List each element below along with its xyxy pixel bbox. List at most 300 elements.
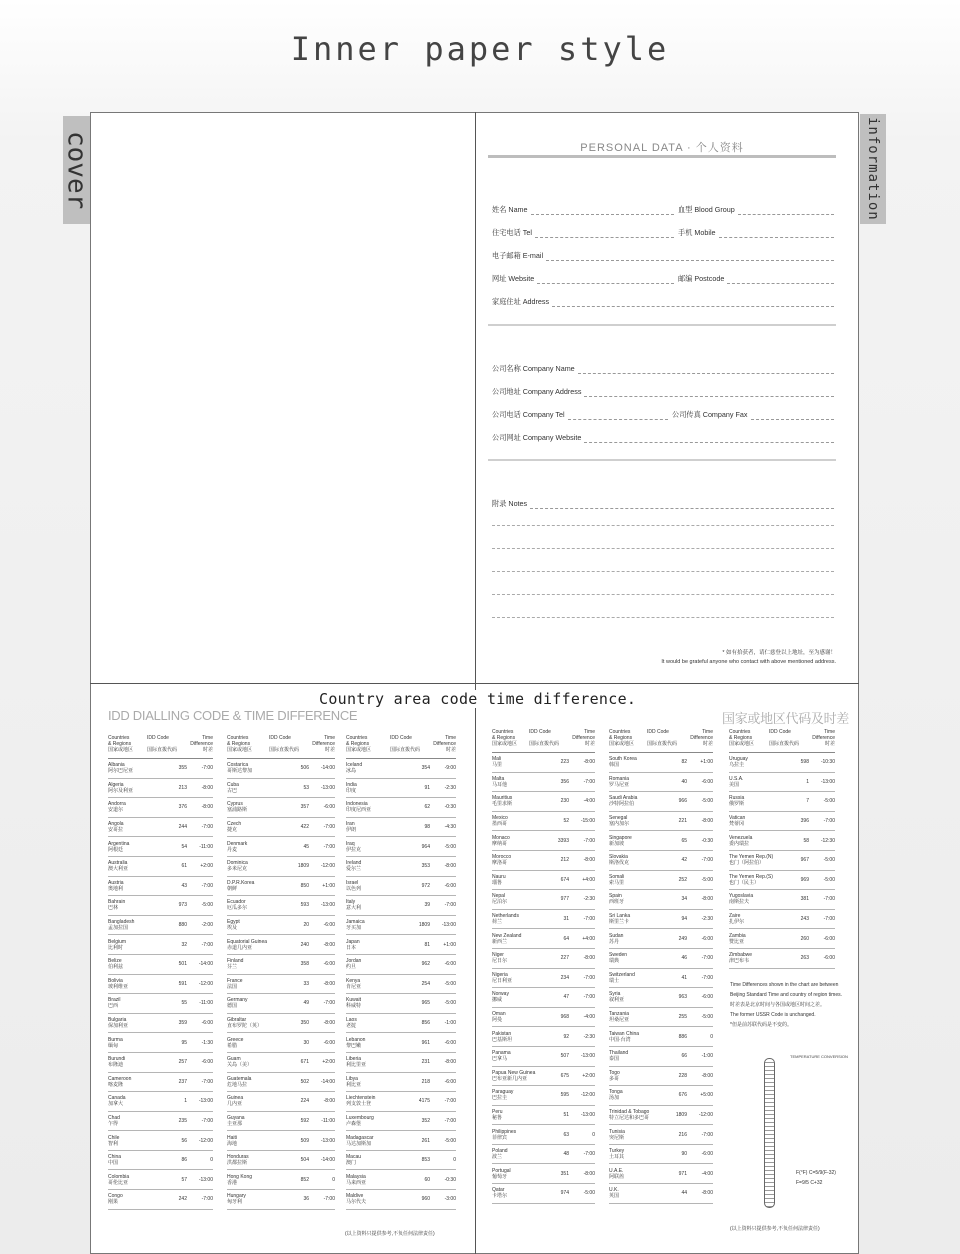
table-row bbox=[227, 759, 335, 779]
table-row bbox=[609, 1125, 713, 1145]
country-cell: Japan 日本 bbox=[346, 938, 360, 951]
table-row bbox=[346, 1033, 456, 1053]
country-cell: Canada 加拿大 bbox=[108, 1095, 126, 1108]
country-cell: U.K. 英国 bbox=[609, 1187, 620, 1200]
header-cell: Time Difference 时差 bbox=[812, 729, 835, 747]
table-row bbox=[609, 1067, 713, 1087]
time-diff-cell: -13:00 bbox=[198, 1098, 213, 1105]
country-cell: Uruguay 乌拉圭 bbox=[729, 756, 748, 769]
country-cell: Mexico 墨西哥 bbox=[492, 815, 508, 828]
idd-code-cell: 675 bbox=[560, 1072, 569, 1079]
country-cell: Kuwait 科威特 bbox=[346, 997, 362, 1010]
time-diff-cell: -13:00 bbox=[320, 902, 335, 909]
time-diff-cell: 0 bbox=[710, 1033, 713, 1040]
time-diff-cell: -7:00 bbox=[444, 1098, 456, 1105]
time-diff-cell: -0:30 bbox=[444, 1176, 456, 1183]
time-diff-cell: -8:00 bbox=[444, 1059, 456, 1066]
idd-code-cell: 671 bbox=[300, 1059, 309, 1066]
time-diff-cell: -13:00 bbox=[320, 784, 335, 791]
idd-code-cell: 595 bbox=[560, 1092, 569, 1099]
country-cell: Malta 马耳他 bbox=[492, 775, 508, 788]
idd-code-cell: 880 bbox=[178, 922, 187, 929]
table-row bbox=[108, 837, 213, 857]
country-cell: The Yemen Rep.(S) 也门（民主） bbox=[729, 873, 773, 886]
time-diff-cell: -6:00 bbox=[823, 955, 835, 962]
time-diff-cell: -8:00 bbox=[583, 759, 595, 766]
country-cell: Switzerland 瑞士 bbox=[609, 971, 635, 984]
country-cell: Spain 西班牙 bbox=[609, 893, 625, 906]
idd-code-cell: 354 bbox=[421, 765, 430, 772]
table-row bbox=[227, 1190, 335, 1210]
country-cell: Morocco 摩洛哥 bbox=[492, 854, 512, 867]
idd-code-cell: 856 bbox=[421, 1020, 430, 1027]
company-tel-field: 公司电话 Company Tel bbox=[492, 410, 668, 420]
table-row bbox=[609, 1184, 713, 1204]
country-cell: Venezuela 委内瑞拉 bbox=[729, 834, 753, 847]
country-cell: Bangladesh 孟加拉国 bbox=[108, 919, 135, 932]
idd-code-cell: 20 bbox=[303, 922, 309, 929]
notes-line bbox=[492, 594, 834, 595]
header-cell: Time Difference 时差 bbox=[572, 729, 595, 747]
time-diff-cell: -11:00 bbox=[199, 843, 213, 850]
idd-code-cell: 95 bbox=[181, 1039, 187, 1046]
table-row bbox=[227, 798, 335, 818]
idd-code-cell: 64 bbox=[563, 935, 569, 942]
idd-code-cell: 853 bbox=[421, 1157, 430, 1164]
country-cell: Honduras 洪都拉斯 bbox=[227, 1154, 249, 1167]
idd-code-cell: 49 bbox=[303, 1000, 309, 1007]
table-row bbox=[227, 955, 335, 975]
time-diff-cell: -5:00 bbox=[701, 798, 713, 805]
time-diff-cell: -5:00 bbox=[823, 857, 835, 864]
table-row bbox=[346, 837, 456, 857]
table-row bbox=[346, 975, 456, 995]
header-cell: Countries & Regions 国家或地区 bbox=[346, 735, 372, 753]
table-row bbox=[492, 851, 595, 871]
idd-column-6 bbox=[729, 729, 835, 969]
country-cell: Turkey 土耳其 bbox=[609, 1148, 625, 1161]
column-header bbox=[729, 729, 835, 753]
time-diff-cell: -7:00 bbox=[583, 837, 595, 844]
idd-code-cell: 40 bbox=[681, 778, 687, 785]
table-row bbox=[609, 871, 713, 891]
country-cell: Vatican 梵蒂冈 bbox=[729, 815, 746, 828]
table-row bbox=[108, 1014, 213, 1034]
country-cell: U.A.E. 阿联酋 bbox=[609, 1167, 625, 1180]
table-row bbox=[729, 792, 835, 812]
time-diff-cell: -6:00 bbox=[444, 1039, 456, 1046]
time-diff-cell: -8:00 bbox=[201, 804, 213, 811]
idd-code-cell: 237 bbox=[178, 1078, 187, 1085]
table-row bbox=[108, 1053, 213, 1073]
table-row bbox=[346, 779, 456, 799]
disclaimer-right: (以上资料只提供参考,不负任何法律责任) bbox=[730, 1226, 820, 1232]
table-row bbox=[346, 896, 456, 916]
time-diff-cell: -12:00 bbox=[198, 980, 213, 987]
time-diff-cell: -8:00 bbox=[701, 1072, 713, 1079]
time-diff-cell: -7:00 bbox=[701, 974, 713, 981]
country-cell: Paraguay 巴拉圭 bbox=[492, 1089, 514, 1102]
country-cell: Hong Kong 香港 bbox=[227, 1173, 253, 1186]
time-diff-cell: -13:00 bbox=[580, 1111, 595, 1118]
idd-code-cell: 7 bbox=[806, 798, 809, 805]
country-cell: Ecuador 厄瓜多尔 bbox=[227, 899, 248, 912]
table-row bbox=[492, 1184, 595, 1204]
time-diff-cell: -2:30 bbox=[583, 896, 595, 903]
header-cell: Time Difference 时差 bbox=[312, 735, 335, 753]
time-diff-cell: -14:00 bbox=[320, 765, 335, 772]
time-diff-cell: -7:00 bbox=[583, 974, 595, 981]
table-row bbox=[729, 831, 835, 851]
idd-code-cell: 216 bbox=[678, 1131, 687, 1138]
idd-code-cell: 56 bbox=[181, 1137, 187, 1144]
country-cell: Liechtenstein 列支敦士登 bbox=[346, 1095, 376, 1108]
table-row bbox=[227, 1092, 335, 1112]
country-cell: Yugoslavia 南斯拉夫 bbox=[729, 893, 754, 906]
table-row bbox=[609, 910, 713, 930]
spine-divider-bottom bbox=[475, 684, 476, 1254]
idd-code-cell: 965 bbox=[421, 1000, 430, 1007]
time-diff-cell: +1:00 bbox=[700, 759, 713, 766]
time-diff-cell: 0 bbox=[592, 1131, 595, 1138]
time-diff-cell: -9:00 bbox=[444, 765, 456, 772]
time-diff-cell: -11:00 bbox=[321, 1117, 335, 1124]
header-cell: Time Difference 时差 bbox=[433, 735, 456, 753]
idd-code-cell: 249 bbox=[678, 935, 687, 942]
country-cell: Nepal 尼泊尔 bbox=[492, 893, 508, 906]
time-diff-cell: -7:00 bbox=[823, 896, 835, 903]
idd-code-cell: 45 bbox=[303, 843, 309, 850]
table-row bbox=[729, 949, 835, 969]
idd-code-cell: 973 bbox=[178, 902, 187, 909]
country-cell: Philippines 菲律宾 bbox=[492, 1128, 517, 1141]
idd-code-cell: 227 bbox=[560, 955, 569, 962]
country-cell: Belize 伯利兹 bbox=[108, 958, 124, 971]
country-cell: Zimbabwe 津巴布韦 bbox=[729, 952, 753, 965]
table-row bbox=[108, 877, 213, 897]
idd-code-cell: 886 bbox=[678, 1033, 687, 1040]
header-cell: Countries & Regions 国家或地区 bbox=[492, 729, 518, 747]
table-row bbox=[609, 1086, 713, 1106]
time-diff-cell: -2:30 bbox=[444, 784, 456, 791]
table-row bbox=[108, 994, 213, 1014]
table-row bbox=[492, 812, 595, 832]
idd-code-cell: 977 bbox=[560, 896, 569, 903]
time-diff-cell: -8:00 bbox=[201, 784, 213, 791]
idd-code-cell: 212 bbox=[560, 857, 569, 864]
time-diff-cell: -13:00 bbox=[441, 922, 456, 929]
country-cell: Romania 罗马尼亚 bbox=[609, 775, 630, 788]
table-row bbox=[108, 935, 213, 955]
cover-tab: cover bbox=[63, 116, 90, 224]
header-cell: IDD Code 国际直拨代码 bbox=[769, 729, 800, 747]
table-row bbox=[609, 890, 713, 910]
idd-code-cell: 91 bbox=[424, 784, 430, 791]
table-row bbox=[609, 988, 713, 1008]
country-cell: Peru 秘鲁 bbox=[492, 1108, 503, 1121]
country-cell: Tanzania 坦桑尼亚 bbox=[609, 1011, 630, 1024]
idd-code-cell: 591 bbox=[178, 980, 187, 987]
postcode-field: 邮编 Postcode bbox=[678, 274, 834, 284]
time-diff-cell: -6:00 bbox=[444, 961, 456, 968]
country-cell: Italy 意大利 bbox=[346, 899, 362, 912]
country-cell: Qatar 卡塔尔 bbox=[492, 1187, 508, 1200]
idd-code-cell: 60 bbox=[424, 1176, 430, 1183]
idd-column-1 bbox=[108, 735, 213, 1210]
table-row bbox=[227, 975, 335, 995]
country-cell: South Korea 韩国 bbox=[609, 756, 637, 769]
notes-field: 附录 Notes bbox=[492, 499, 834, 509]
country-cell: Zambia 赞比亚 bbox=[729, 932, 746, 945]
header-cell: Countries & Regions 国家或地区 bbox=[609, 729, 635, 747]
conversion-formula: F(°F) C=5/9(F-32) F=9/5 C+32 bbox=[796, 1170, 836, 1186]
idd-code-cell: 33 bbox=[303, 980, 309, 987]
time-diff-cell: -14:00 bbox=[320, 1078, 335, 1085]
table-row bbox=[227, 1151, 335, 1171]
idd-code-cell: 221 bbox=[678, 818, 687, 825]
table-row bbox=[729, 851, 835, 871]
idd-code-cell: 972 bbox=[421, 882, 430, 889]
country-cell: Madagascar 马达加斯加 bbox=[346, 1134, 374, 1147]
thermo-title: TEMPERATURE CONVERSION bbox=[790, 1054, 848, 1059]
time-diff-cell: -1:00 bbox=[701, 1053, 713, 1060]
country-cell: Panama 巴拿马 bbox=[492, 1050, 511, 1063]
table-row bbox=[609, 851, 713, 871]
time-diff-cell: -5:00 bbox=[823, 876, 835, 883]
country-cell: Burma 缅甸 bbox=[108, 1036, 123, 1049]
idd-code-cell: 506 bbox=[300, 765, 309, 772]
table-row bbox=[346, 1073, 456, 1093]
idd-code-cell: 962 bbox=[421, 961, 430, 968]
idd-code-cell: 244 bbox=[178, 824, 187, 831]
table-row bbox=[108, 1073, 213, 1093]
personal-data-page bbox=[476, 113, 858, 683]
idd-code-cell: 3393 bbox=[557, 837, 569, 844]
table-row bbox=[108, 779, 213, 799]
table-row bbox=[227, 857, 335, 877]
section-rule-1 bbox=[488, 324, 836, 326]
idd-code-cell: 966 bbox=[678, 798, 687, 805]
idd-code-cell: 501 bbox=[178, 961, 187, 968]
table-row bbox=[609, 969, 713, 989]
table-row bbox=[609, 1008, 713, 1028]
time-diff-cell: -14:00 bbox=[198, 961, 213, 968]
table-row bbox=[108, 1190, 213, 1210]
time-diff-cell: -7:00 bbox=[823, 818, 835, 825]
section-rule-2 bbox=[488, 459, 836, 461]
idd-code-cell: 58 bbox=[803, 837, 809, 844]
idd-code-cell: 676 bbox=[678, 1092, 687, 1099]
idd-code-cell: 960 bbox=[421, 1196, 430, 1203]
country-cell: Angola 安哥拉 bbox=[108, 821, 124, 834]
country-cell: Argentina 阿根廷 bbox=[108, 840, 130, 853]
time-diff-cell: -5:00 bbox=[823, 798, 835, 805]
time-diff-cell: -14:00 bbox=[320, 1157, 335, 1164]
idd-code-cell: 46 bbox=[681, 955, 687, 962]
table-row bbox=[227, 1112, 335, 1132]
idd-code-cell: 48 bbox=[563, 1151, 569, 1158]
country-cell: Bulgaria 保加利亚 bbox=[108, 1017, 129, 1030]
time-diff-cell: -12:00 bbox=[698, 1111, 713, 1118]
column-header bbox=[492, 729, 595, 753]
idd-code-cell: 1809 bbox=[418, 922, 430, 929]
time-diff-cell: -8:00 bbox=[583, 857, 595, 864]
idd-code-cell: 674 bbox=[560, 876, 569, 883]
table-row bbox=[346, 798, 456, 818]
table-row bbox=[609, 831, 713, 851]
country-cell: Sri Lanka 斯里兰卡 bbox=[609, 913, 631, 926]
country-cell: Colombia 哥伦比亚 bbox=[108, 1173, 130, 1186]
country-cell: Norway 挪威 bbox=[492, 991, 509, 1004]
country-cell: Albania 阿尔巴尼亚 bbox=[108, 762, 134, 775]
country-cell: Macau 澳门 bbox=[346, 1154, 362, 1167]
country-cell: Zaire 扎伊尔 bbox=[729, 913, 745, 926]
idd-code-cell: 231 bbox=[421, 1059, 430, 1066]
idd-code-cell: 964 bbox=[421, 843, 430, 850]
time-diff-cell: -7:00 bbox=[201, 1078, 213, 1085]
country-cell: Belgium 比利时 bbox=[108, 938, 127, 951]
time-diff-cell: -13:00 bbox=[580, 1053, 595, 1060]
country-cell: Guatemala 危地马拉 bbox=[227, 1075, 252, 1088]
time-diff-cell: -7:00 bbox=[201, 1117, 213, 1124]
country-cell: Mauritius 毛里求斯 bbox=[492, 795, 513, 808]
country-cell: New Zealand 新西兰 bbox=[492, 932, 522, 945]
table-row bbox=[729, 753, 835, 773]
time-diff-cell: -7:00 bbox=[201, 824, 213, 831]
idd-code-cell: 254 bbox=[421, 980, 430, 987]
table-row bbox=[609, 1145, 713, 1165]
table-row bbox=[729, 910, 835, 930]
country-cell: Iceland 冰岛 bbox=[346, 762, 363, 775]
idd-code-cell: 504 bbox=[300, 1157, 309, 1164]
idd-column-3 bbox=[346, 735, 456, 1210]
idd-code-cell: 235 bbox=[178, 1117, 187, 1124]
idd-code-cell: 4175 bbox=[418, 1098, 430, 1105]
idd-code-cell: 357 bbox=[300, 804, 309, 811]
table-row bbox=[492, 1145, 595, 1165]
idd-code-cell: 42 bbox=[681, 857, 687, 864]
header-cell: Countries & Regions 国家或地区 bbox=[729, 729, 755, 747]
idd-code-cell: 507 bbox=[560, 1053, 569, 1060]
company-fax-field: 公司传真 Company Fax bbox=[672, 410, 834, 420]
country-cell: Guam 关岛（美） bbox=[227, 1056, 253, 1069]
time-diff-cell: -7:00 bbox=[323, 843, 335, 850]
time-diff-cell: -5:00 bbox=[701, 1014, 713, 1021]
time-diff-cell: -6:00 bbox=[201, 1059, 213, 1066]
table-row bbox=[346, 1014, 456, 1034]
table-row bbox=[108, 916, 213, 936]
table-row bbox=[108, 759, 213, 779]
idd-code-cell: 34 bbox=[681, 896, 687, 903]
table-row bbox=[492, 1008, 595, 1028]
table-row bbox=[492, 910, 595, 930]
country-cell: Togo 多哥 bbox=[609, 1069, 620, 1082]
country-cell: Libya 利比亚 bbox=[346, 1075, 362, 1088]
time-diff-cell: -6:00 bbox=[823, 935, 835, 942]
notes-line bbox=[492, 525, 834, 526]
time-diff-cell: -5:00 bbox=[444, 980, 456, 987]
table-row bbox=[609, 949, 713, 969]
table-row bbox=[108, 857, 213, 877]
time-diff-cell: -6:00 bbox=[201, 1020, 213, 1027]
table-row bbox=[227, 935, 335, 955]
table-row bbox=[346, 818, 456, 838]
country-cell: D.P.R.Korea 朝鲜 bbox=[227, 879, 255, 892]
country-cell: Hungary 匈牙利 bbox=[227, 1193, 246, 1206]
country-cell: Thailand 泰国 bbox=[609, 1050, 629, 1063]
time-diff-cell: -7:00 bbox=[201, 1196, 213, 1203]
country-cell: Bolivia 玻利维亚 bbox=[108, 977, 129, 990]
table-row bbox=[346, 1190, 456, 1210]
time-diff-cell: -6:00 bbox=[323, 804, 335, 811]
time-diff-cell: -7:00 bbox=[444, 1117, 456, 1124]
idd-code-cell: 255 bbox=[678, 1014, 687, 1021]
country-cell: Burundi 布隆迪 bbox=[108, 1056, 126, 1069]
table-row bbox=[346, 994, 456, 1014]
time-diff-cell: 0 bbox=[453, 1157, 456, 1164]
country-cell: Finland 芬兰 bbox=[227, 958, 244, 971]
table-row bbox=[492, 988, 595, 1008]
tel-field: 住宅电话 Tel bbox=[492, 228, 674, 238]
country-cell: Liberia 利比里亚 bbox=[346, 1056, 367, 1069]
country-cell: Cameroon 喀麦隆 bbox=[108, 1075, 132, 1088]
table-row bbox=[108, 1092, 213, 1112]
table-row bbox=[492, 949, 595, 969]
idd-code-cell: 593 bbox=[300, 902, 309, 909]
time-difference-note: Time Differences shown in the chart are between Beijing Standard Time and country of region times. 时差表是北京时间与各国或地区时间之差。 The former USSR Code is unchanged. *但是前苏联代码是不变的。 bbox=[730, 982, 843, 1028]
idd-code-cell: 54 bbox=[181, 843, 187, 850]
idd-code-cell: 51 bbox=[563, 1111, 569, 1118]
country-cell: Tunisia 突尼斯 bbox=[609, 1128, 625, 1141]
company-name-field: 公司名称 Company Name bbox=[492, 364, 834, 374]
time-diff-cell: -5:00 bbox=[701, 876, 713, 883]
idd-code-cell: 263 bbox=[800, 955, 809, 962]
time-diff-cell: -8:00 bbox=[701, 896, 713, 903]
table-row bbox=[346, 1131, 456, 1151]
email-field: 电子邮箱 E-mail bbox=[492, 251, 834, 261]
time-diff-cell: -8:00 bbox=[323, 1020, 335, 1027]
table-row bbox=[227, 1053, 335, 1073]
header-cell: Countries & Regions 国家或地区 bbox=[227, 735, 253, 753]
personal-data-header: PERSONAL DATA · 个人资料 bbox=[580, 142, 744, 154]
table-row bbox=[346, 1092, 456, 1112]
time-diff-cell: -6:00 bbox=[444, 1078, 456, 1085]
table-row bbox=[227, 1131, 335, 1151]
country-cell: Israel 以色列 bbox=[346, 879, 362, 892]
time-diff-cell: -12:00 bbox=[320, 863, 335, 870]
idd-code-cell: 63 bbox=[563, 1131, 569, 1138]
header-rule bbox=[488, 155, 836, 158]
table-row bbox=[346, 1112, 456, 1132]
idd-code-cell: 502 bbox=[300, 1078, 309, 1085]
country-cell: Jordan 约旦 bbox=[346, 958, 362, 971]
table-row bbox=[729, 871, 835, 891]
time-diff-cell: 0 bbox=[332, 1176, 335, 1183]
table-row bbox=[492, 1164, 595, 1184]
time-diff-cell: -6:00 bbox=[701, 994, 713, 1001]
idd-code-cell: 261 bbox=[421, 1137, 430, 1144]
country-cell: Malaysia 马来西亚 bbox=[346, 1173, 367, 1186]
idd-column-2 bbox=[227, 735, 335, 1210]
country-cell: Poland 波兰 bbox=[492, 1148, 508, 1161]
idd-code-cell: 967 bbox=[800, 857, 809, 864]
country-cell: Singapore 新加坡 bbox=[609, 834, 632, 847]
time-diff-cell: -6:00 bbox=[323, 1039, 335, 1046]
time-diff-cell: -8:00 bbox=[583, 1170, 595, 1177]
country-cell: Jamaica 牙买加 bbox=[346, 919, 365, 932]
idd-code-cell: 30 bbox=[303, 1039, 309, 1046]
table-row bbox=[729, 812, 835, 832]
